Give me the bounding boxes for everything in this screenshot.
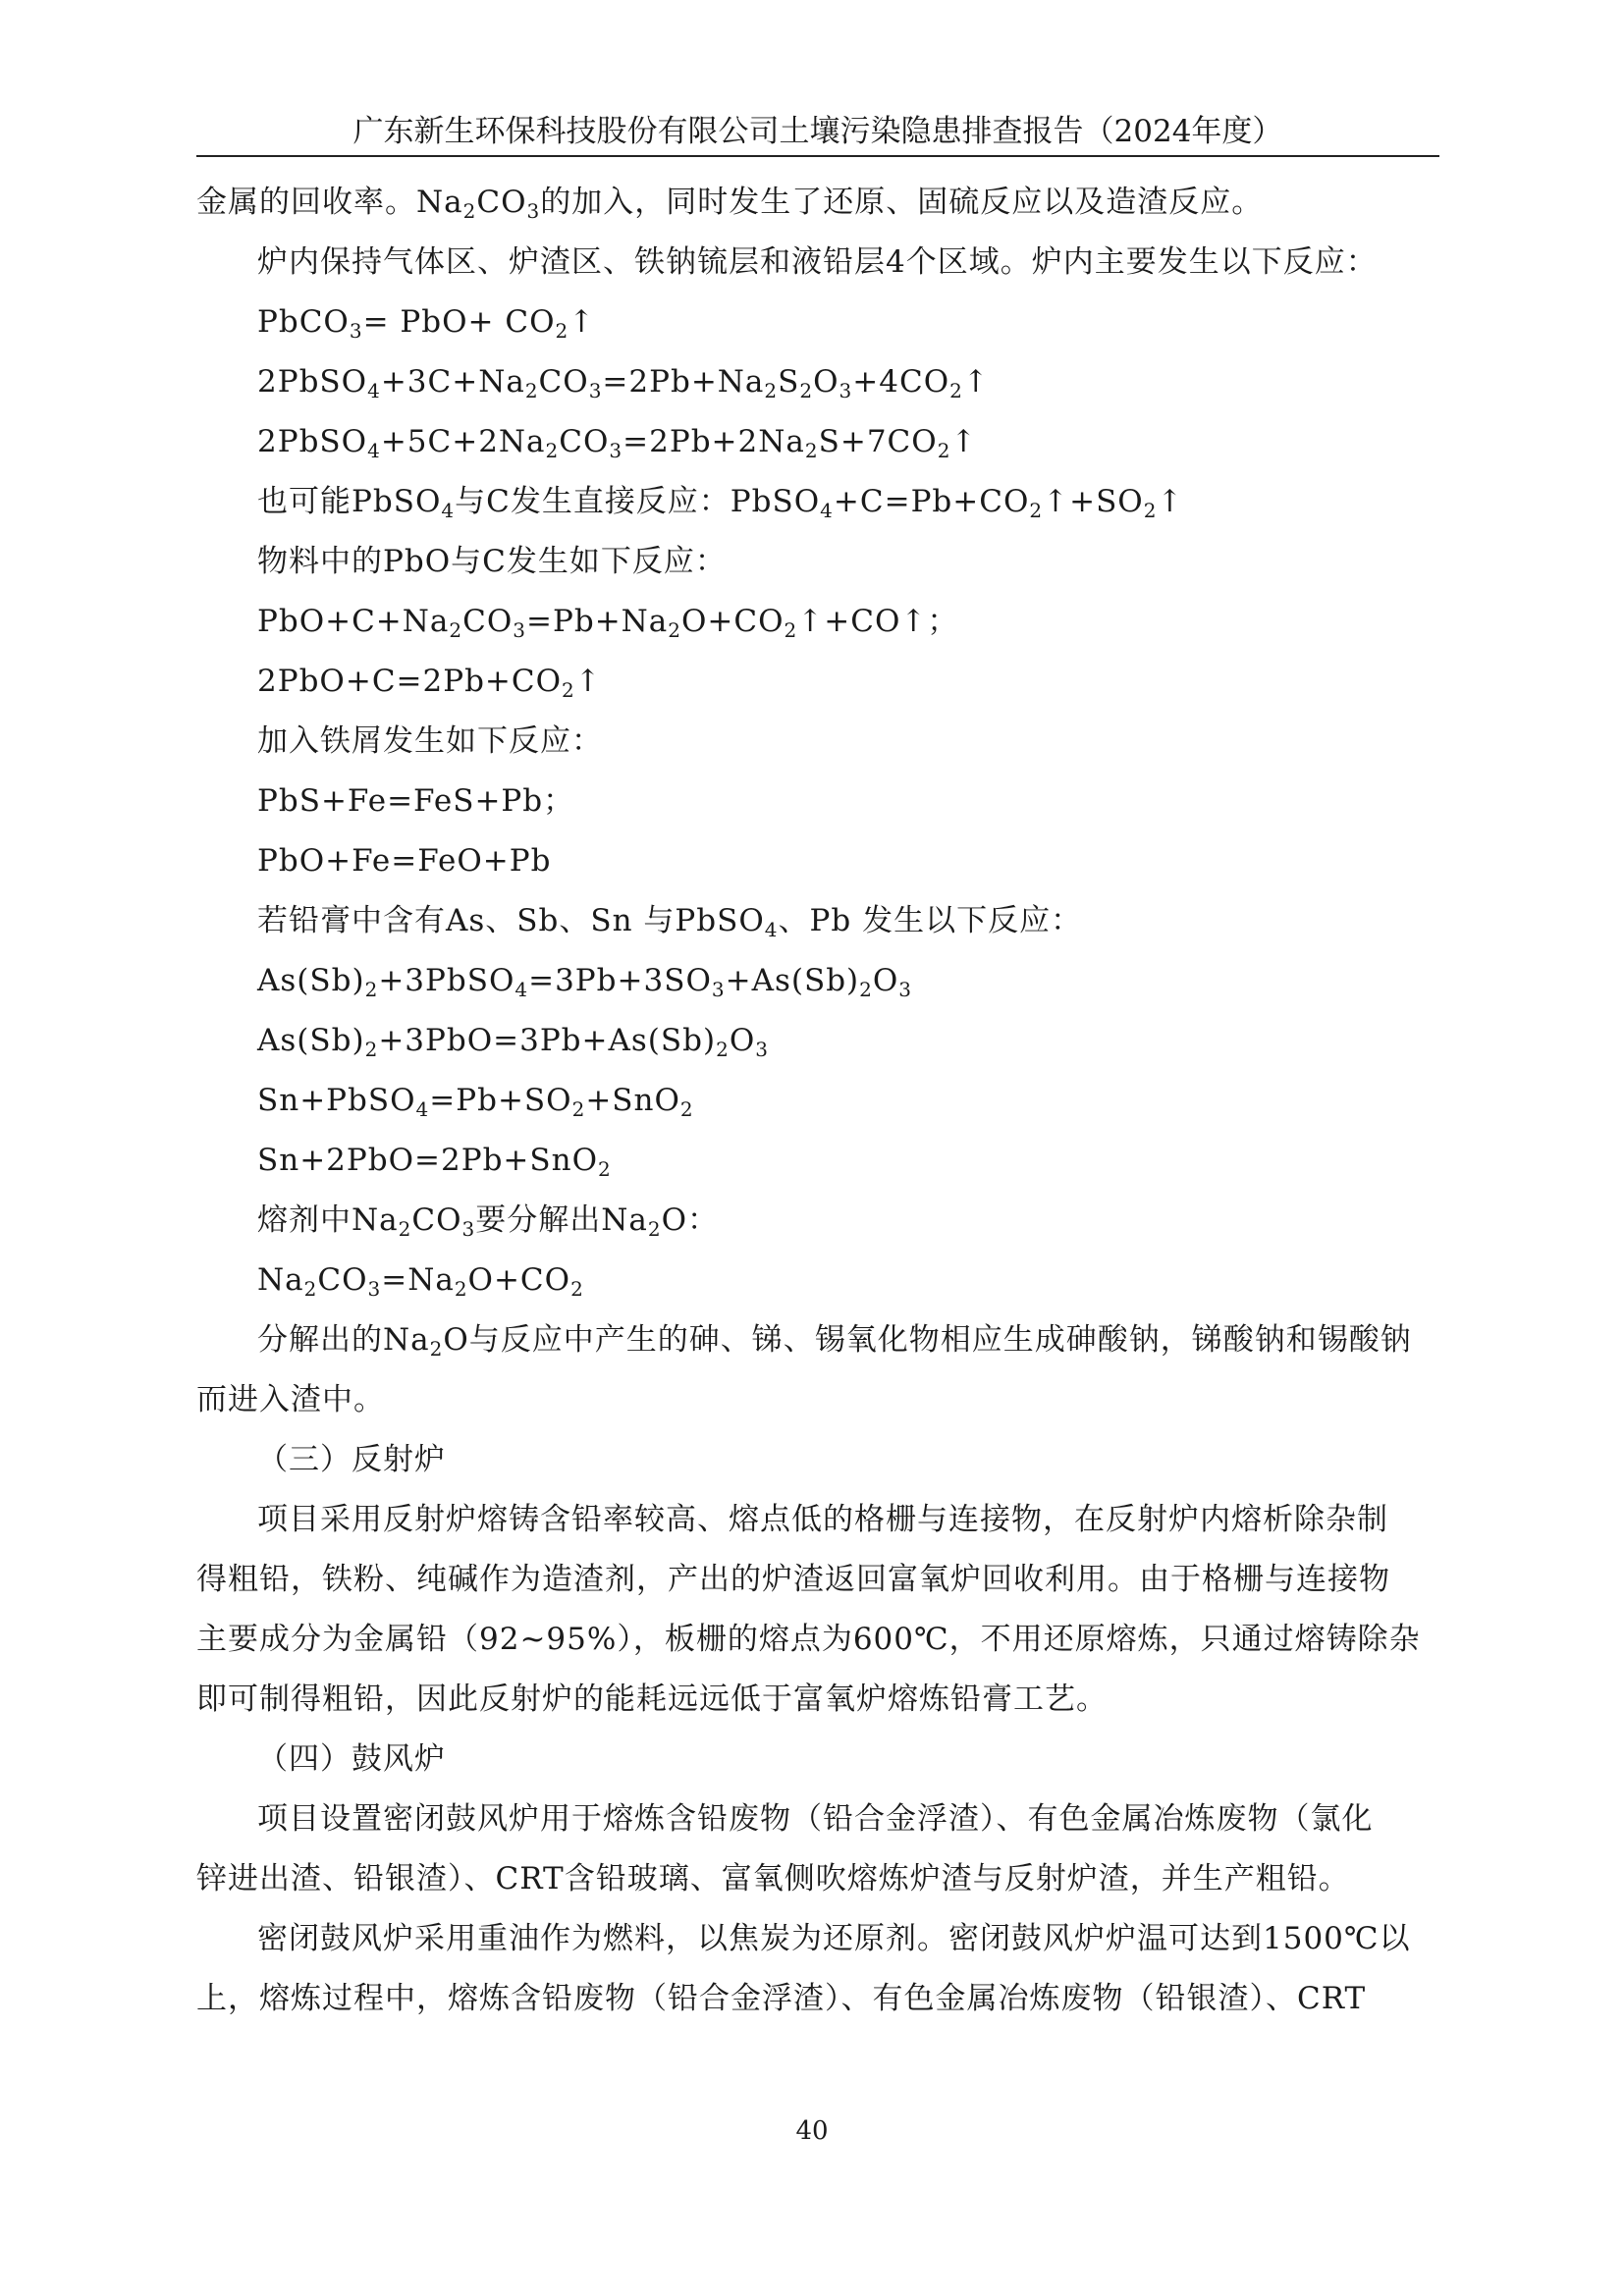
text-line: 即可制得粗铅，因此反射炉的能耗远远低于富氧炉熔炼铅膏工艺。: [196, 1682, 1108, 1717]
text-line: （三）反射炉: [257, 1442, 446, 1477]
text-line: $2PbSO_4+5C+2Na_2CO_3=2Pb+2Na_2S+7CO_2↑$: [257, 424, 978, 462]
text-line: 金属的回收率。$Na_2CO_3$的加入，同时发生了还原、固硫反应以及造渣反应。: [196, 185, 1264, 223]
text-line: 主要成分为金属铅（92~95%），板栅的熔点为600℃，不用还原熔炼，只通过熔铸除杂: [196, 1622, 1421, 1657]
text-line: 锌进出渣、铅银渣）、CRT含铅玻璃、富氧侧吹熔炼炉渣与反射炉渣，并生产粗铅。: [196, 1861, 1350, 1896]
text-line: 物料中的PbO与C发生如下反应：: [257, 544, 727, 579]
page-number: 40: [795, 2116, 829, 2146]
page-header-title: 广东新生环保科技股份有限公司土壤污染隐患排查报告（2024年度）: [352, 114, 1283, 149]
text-line: PbCO$_3$= $PbO+ CO_2↑$: [257, 304, 596, 343]
text-line: 分解出的$Na_2O$与反应中产生的砷、锑、锡氧化物相应生成砷酸钠，锑酸钠和锡酸钠: [257, 1322, 1412, 1361]
text-line: 密闭鼓风炉采用重油作为燃料，以焦炭为还原剂。密闭鼓风炉炉温可达到1500℃以: [257, 1921, 1411, 1956]
text-line: 加入铁屑发生如下反应：: [257, 723, 603, 759]
text-line: $2PbO+C=2Pb+CO_2↑$: [257, 664, 602, 702]
text-line: 得粗铅，铁粉、纯碱作为造渣剂，产出的炉渣返回富氧炉回收利用。由于格栅与连接物: [196, 1562, 1390, 1597]
text-line: 项目采用反射炉熔铸含铅率较高、熔点低的格栅与连接物，在反射炉内熔析除杂制: [257, 1502, 1388, 1537]
text-line: 炉内保持气体区、炉渣区、铁钠锍层和液铅层4个区域。炉内主要发生以下反应：: [257, 244, 1378, 280]
text-line: 而进入渣中。: [196, 1382, 385, 1417]
text-line: 若铅膏中含有As、Sb、Sn 与PbSO$_4$、Pb 发生以下反应：: [257, 903, 1083, 941]
text-line: 也可能PbSO$_4$与C发生直接反应：$PbSO_4+C=Pb+CO_2↑+SO_2↑$: [257, 484, 1184, 522]
text-line: Sn+2PbO=2Pb+SnO$_2$: [257, 1143, 612, 1181]
text-line: $2PbSO_4+3C+Na_2CO_3=2Pb+Na_2S_2O_3+4CO_2↑$: [257, 364, 990, 402]
text-line: $Sn+PbSO_4=Pb+SO_2+SnO_2$: [257, 1083, 694, 1121]
text-line: PbS+Fe=FeS+Pb；: [257, 783, 575, 819]
text-line: $PbO+C+Na_2CO_3=Pb+Na_2O+CO_2↑+CO↑$；: [257, 604, 959, 642]
text-line: PbO+Fe=FeO+Pb: [257, 843, 552, 879]
text-line: （四）鼓风炉: [257, 1741, 446, 1777]
text-line: 上，熔炼过程中，熔炼含铅废物（铅合金浮渣）、有色金属冶炼废物（铅银渣）、CRT: [196, 1981, 1367, 2016]
text-line: $Na_2CO_3=Na_2O+CO_2$: [257, 1262, 584, 1301]
body-text: [196, 173, 1439, 2029]
header-divider: [196, 155, 1439, 157]
text-line: 项目设置密闭鼓风炉用于熔炼含铅废物（铅合金浮渣）、有色金属冶炼废物（氯化: [257, 1801, 1374, 1837]
text-line: $As(Sb)_2+3PbSO_4=3Pb+3SO_3+As(Sb)_2O_3$: [257, 963, 913, 1001]
text-line: $As(Sb)_2+3PbO=3Pb+As(Sb)_2O_3$: [257, 1023, 769, 1061]
text-line: 熔剂中$Na_2CO_3$要分解出$Na_2O$：: [257, 1202, 719, 1241]
